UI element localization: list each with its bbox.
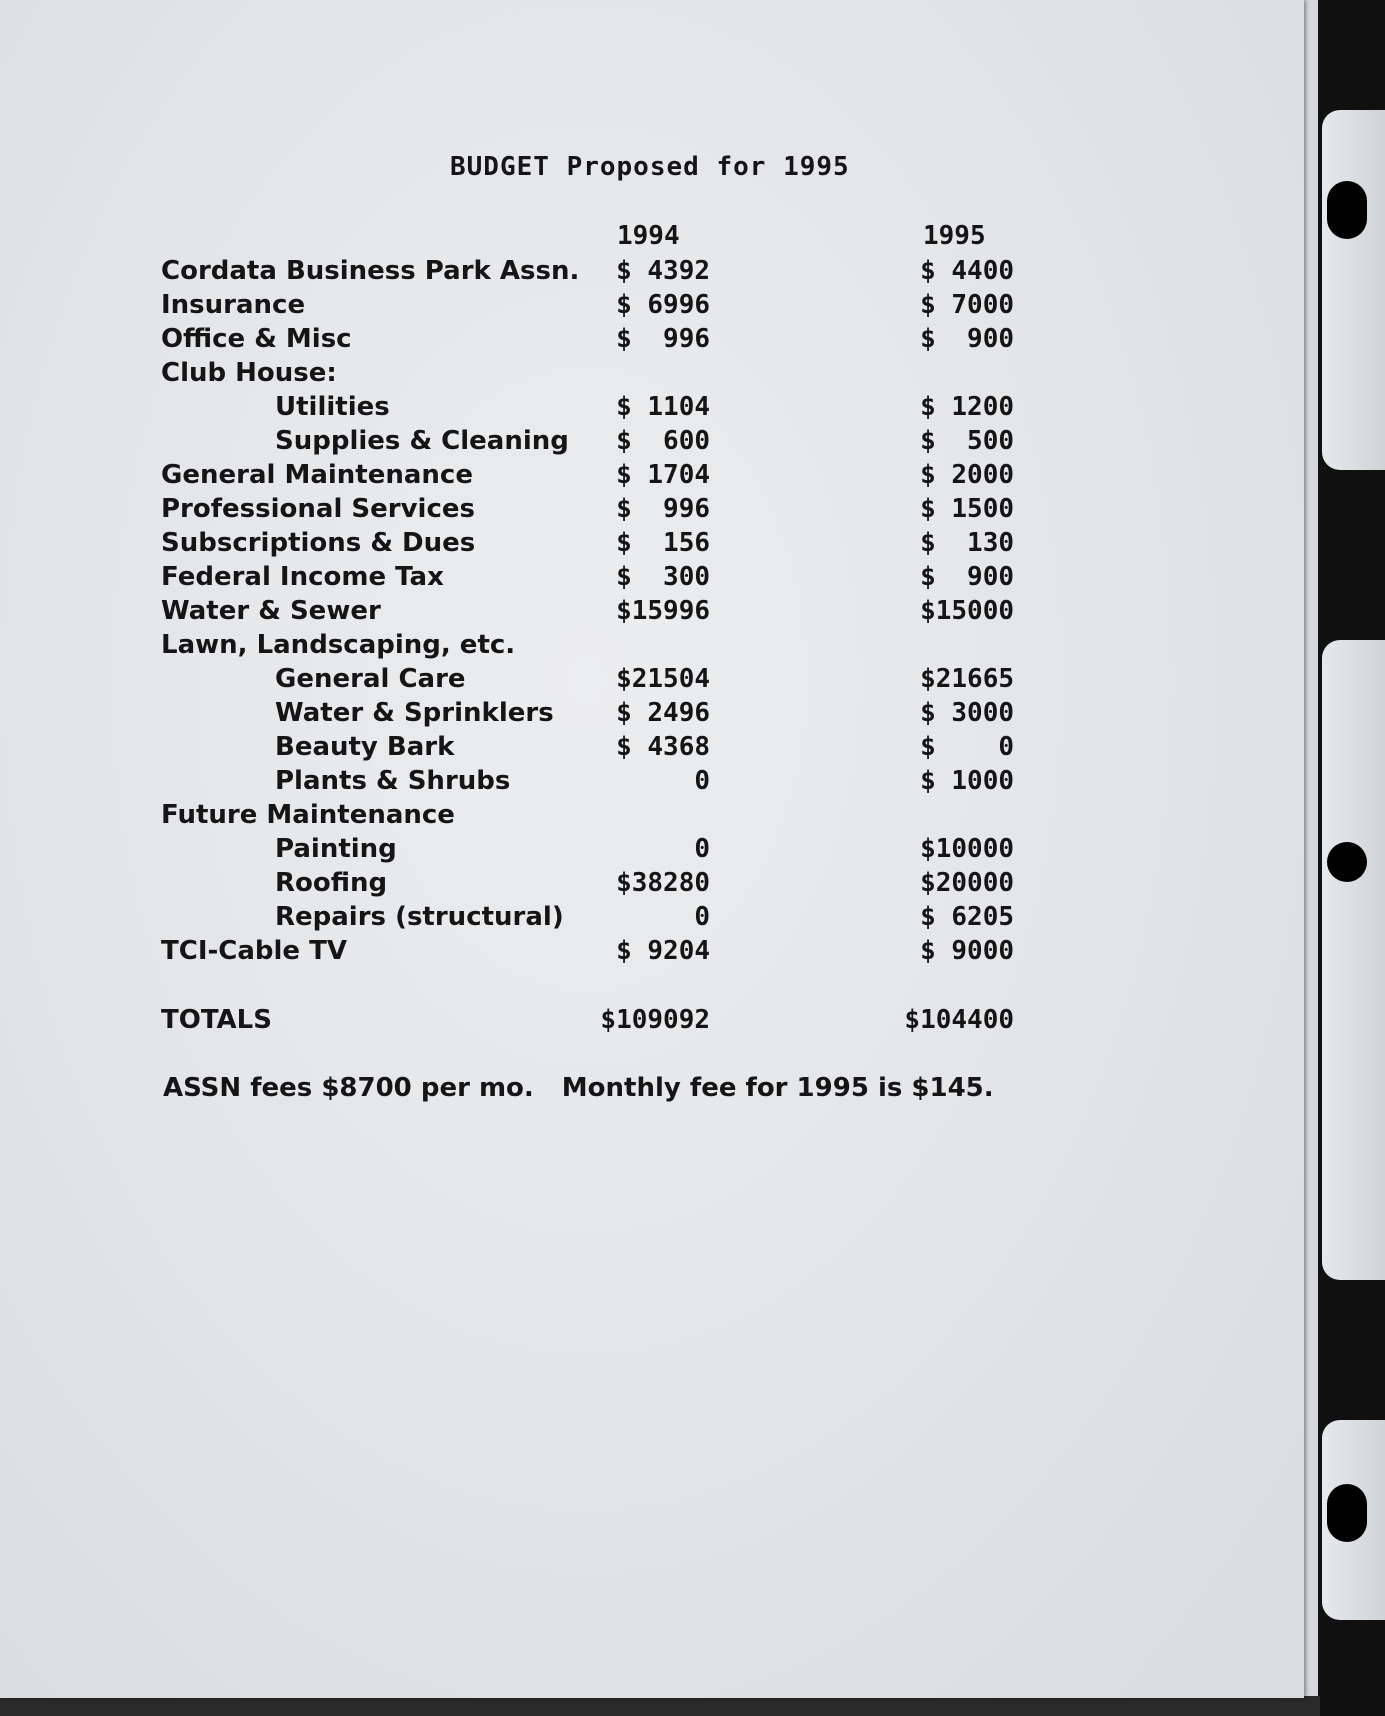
value-1994: $15996 bbox=[616, 596, 710, 626]
row-label: Roofing bbox=[275, 868, 388, 898]
row-label: Office & Misc bbox=[161, 324, 352, 354]
table-row bbox=[0, 358, 1304, 392]
totals-1994: $109092 bbox=[600, 1005, 710, 1035]
row-label: Supplies & Cleaning bbox=[275, 426, 569, 456]
totals-row bbox=[0, 1005, 1304, 1039]
value-1994: 0 bbox=[694, 902, 710, 932]
row-label: Repairs (structural) bbox=[275, 902, 564, 932]
table-row bbox=[0, 528, 1304, 562]
table-row bbox=[0, 834, 1304, 868]
value-1994: $ 6996 bbox=[616, 290, 710, 320]
binder-tab-middle bbox=[1322, 640, 1385, 1280]
row-label: TCI-Cable TV bbox=[161, 936, 347, 966]
row-label: Lawn, Landscaping, etc. bbox=[161, 630, 516, 660]
fee-note-monthly: Monthly fee for 1995 is $145. bbox=[561, 1073, 994, 1103]
table-row bbox=[0, 426, 1304, 460]
table-row bbox=[0, 732, 1304, 766]
row-label: Beauty Bark bbox=[275, 732, 455, 762]
value-1995: $ 9000 bbox=[920, 936, 1014, 966]
value-1994: $ 4392 bbox=[616, 256, 710, 286]
value-1994: $ 996 bbox=[616, 324, 710, 354]
value-1994: $ 996 bbox=[616, 494, 710, 524]
value-1995: $ 1500 bbox=[920, 494, 1014, 524]
value-1994: $21504 bbox=[616, 664, 710, 694]
table-row bbox=[0, 800, 1304, 834]
value-1995: $ 2000 bbox=[920, 460, 1014, 490]
row-label: Cordata Business Park Assn. bbox=[161, 256, 580, 286]
table-row bbox=[0, 630, 1304, 664]
punch-hole-bottom bbox=[1327, 1484, 1367, 1542]
value-1995: $21665 bbox=[920, 664, 1014, 694]
column-header-1994: 1994 bbox=[617, 221, 680, 251]
row-label: Subscriptions & Dues bbox=[161, 528, 476, 558]
value-1995: $ 3000 bbox=[920, 698, 1014, 728]
value-1994: 0 bbox=[694, 834, 710, 864]
table-row bbox=[0, 902, 1304, 936]
table-row bbox=[0, 460, 1304, 494]
value-1995: $ 1200 bbox=[920, 392, 1014, 422]
table-row bbox=[0, 596, 1304, 630]
row-label: Plants & Shrubs bbox=[275, 766, 511, 796]
binder-tab-top bbox=[1322, 110, 1385, 470]
table-row bbox=[0, 392, 1304, 426]
table-row bbox=[0, 256, 1304, 290]
value-1994: $ 156 bbox=[616, 528, 710, 558]
value-1994: $ 300 bbox=[616, 562, 710, 592]
table-row bbox=[0, 562, 1304, 596]
column-header-1995: 1995 bbox=[923, 221, 986, 251]
value-1994: $ 2496 bbox=[616, 698, 710, 728]
table-row bbox=[0, 766, 1304, 800]
bottom-edge bbox=[0, 1696, 1320, 1716]
fee-note bbox=[163, 1073, 994, 1103]
value-1995: $ 130 bbox=[920, 528, 1014, 558]
table-row bbox=[0, 494, 1304, 528]
row-label: Water & Sprinklers bbox=[275, 698, 554, 728]
totals-1995: $104400 bbox=[904, 1005, 1014, 1035]
value-1995: $ 1000 bbox=[920, 766, 1014, 796]
row-label: General Care bbox=[275, 664, 466, 694]
value-1995: $ 500 bbox=[920, 426, 1014, 456]
row-label: General Maintenance bbox=[161, 460, 473, 490]
totals-label: TOTALS bbox=[161, 1005, 272, 1035]
table-row bbox=[0, 698, 1304, 732]
table-row bbox=[0, 868, 1304, 902]
fee-note-assn: ASSN fees $8700 per mo. bbox=[163, 1073, 534, 1103]
row-label: Club House: bbox=[161, 358, 337, 388]
value-1995: $ 900 bbox=[920, 562, 1014, 592]
value-1995: $20000 bbox=[920, 868, 1014, 898]
value-1994: $ 9204 bbox=[616, 936, 710, 966]
row-label: Water & Sewer bbox=[161, 596, 381, 626]
value-1995: $ 7000 bbox=[920, 290, 1014, 320]
value-1994: $ 1104 bbox=[616, 392, 710, 422]
row-label: Future Maintenance bbox=[161, 800, 455, 830]
value-1994: $38280 bbox=[616, 868, 710, 898]
value-1994: $ 4368 bbox=[616, 732, 710, 762]
table-row bbox=[0, 664, 1304, 698]
row-label: Painting bbox=[275, 834, 397, 864]
value-1995: $10000 bbox=[920, 834, 1014, 864]
value-1995: $15000 bbox=[920, 596, 1014, 626]
row-label: Utilities bbox=[275, 392, 390, 422]
page-title: BUDGET Proposed for 1995 bbox=[450, 152, 850, 182]
value-1994: 0 bbox=[694, 766, 710, 796]
punch-hole-middle bbox=[1327, 842, 1367, 882]
value-1995: $ 900 bbox=[920, 324, 1014, 354]
table-row bbox=[0, 936, 1304, 970]
row-label: Federal Income Tax bbox=[161, 562, 444, 592]
punch-hole-top bbox=[1327, 181, 1367, 239]
table-row bbox=[0, 290, 1304, 324]
row-label: Insurance bbox=[161, 290, 306, 320]
value-1995: $ 6205 bbox=[920, 902, 1014, 932]
value-1994: $ 600 bbox=[616, 426, 710, 456]
table-row bbox=[0, 324, 1304, 358]
value-1995: $ 4400 bbox=[920, 256, 1014, 286]
value-1994: $ 1704 bbox=[616, 460, 710, 490]
row-label: Professional Services bbox=[161, 494, 475, 524]
value-1995: $ 0 bbox=[920, 732, 1014, 762]
